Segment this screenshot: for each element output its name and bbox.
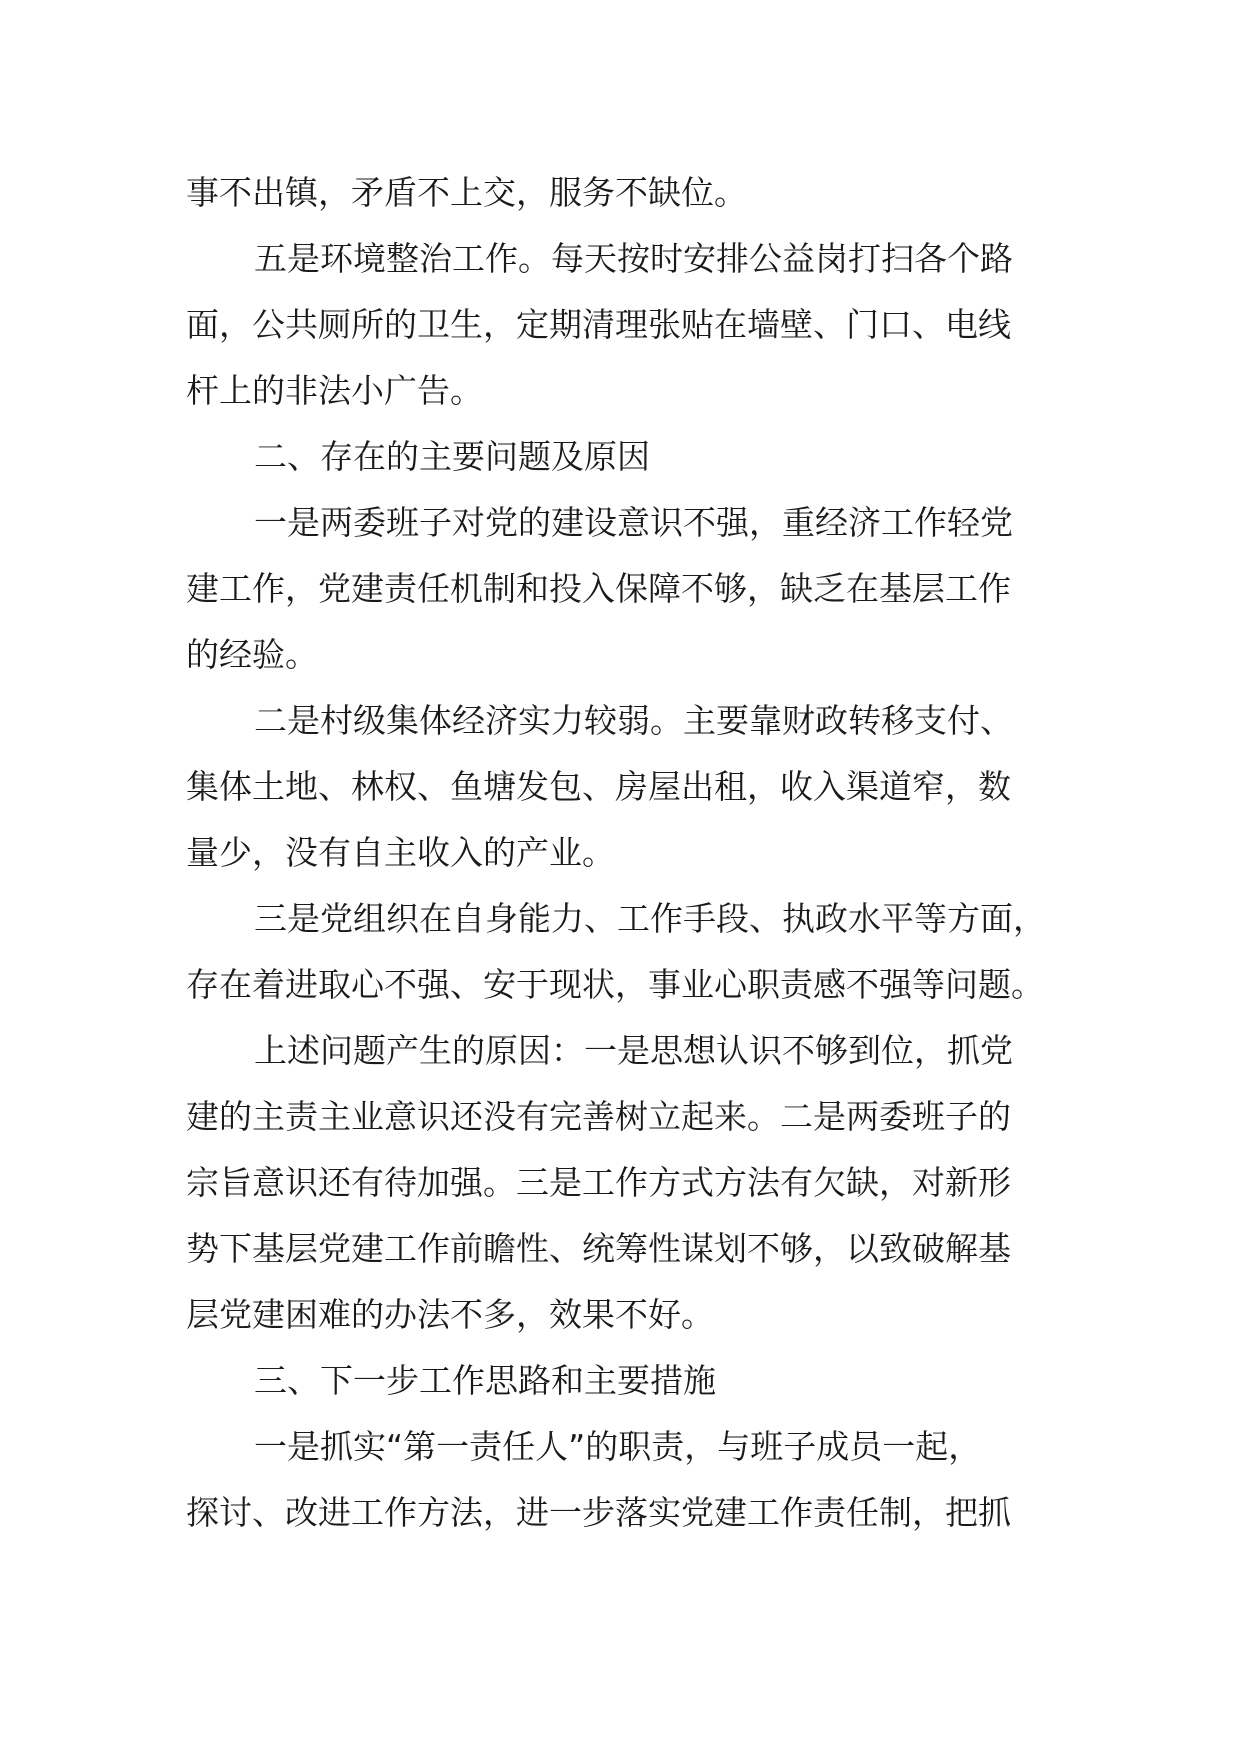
text-line: 量少，没有自主收入的产业。 (186, 833, 615, 872)
paragraph-start-line: 一是抓实“第一责任人”的职责，与班子成员一起， (254, 1427, 982, 1466)
paragraph-start-line: 五是环境整治工作。每天按时安排公益岗打扫各个路 (254, 239, 1013, 278)
text-line: 势下基层党建工作前瞻性、统筹性谋划不够，以致破解基 (186, 1229, 1011, 1268)
text-line: 面，公共厕所的卫生，定期清理张贴在墙壁、门口、电线 (186, 305, 1011, 344)
text-line: 建工作，党建责任机制和投入保障不够，缺乏在基层工作 (186, 569, 1011, 608)
paragraph-start-line: 二是村级集体经济实力较弱。主要靠财政转移支付、 (254, 701, 1013, 740)
section-heading: 二、存在的主要问题及原因 (254, 437, 650, 476)
section-heading: 三、下一步工作思路和主要措施 (254, 1361, 716, 1400)
text-line: 杆上的非法小广告。 (186, 371, 483, 410)
text-line: 存在着进取心不强、安于现状，事业心职责感不强等问题。 (186, 965, 1044, 1004)
text-line: 集体土地、林权、鱼塘发包、房屋出租，收入渠道窄，数 (186, 767, 1011, 806)
paragraph-start-line: 三是党组织在自身能力、工作手段、执政水平等方面， (254, 899, 1046, 938)
text-line: 事不出镇，矛盾不上交，服务不缺位。 (186, 173, 747, 212)
text-line: 建的主责主业意识还没有完善树立起来。二是两委班子的 (186, 1097, 1011, 1136)
text-line: 宗旨意识还有待加强。三是工作方式方法有欠缺，对新形 (186, 1163, 1011, 1202)
paragraph-start-line: 一是两委班子对党的建设意识不强，重经济工作轻党 (254, 503, 1013, 542)
text-line: 层党建困难的办法不多，效果不好。 (186, 1295, 714, 1334)
document-body (186, 160, 1086, 1546)
text-line: 的经验。 (186, 635, 318, 674)
text-line: 探讨、改进工作方法，进一步落实党建工作责任制，把抓 (186, 1493, 1011, 1532)
paragraph-start-line: 上述问题产生的原因：一是思想认识不够到位，抓党 (254, 1031, 1013, 1070)
